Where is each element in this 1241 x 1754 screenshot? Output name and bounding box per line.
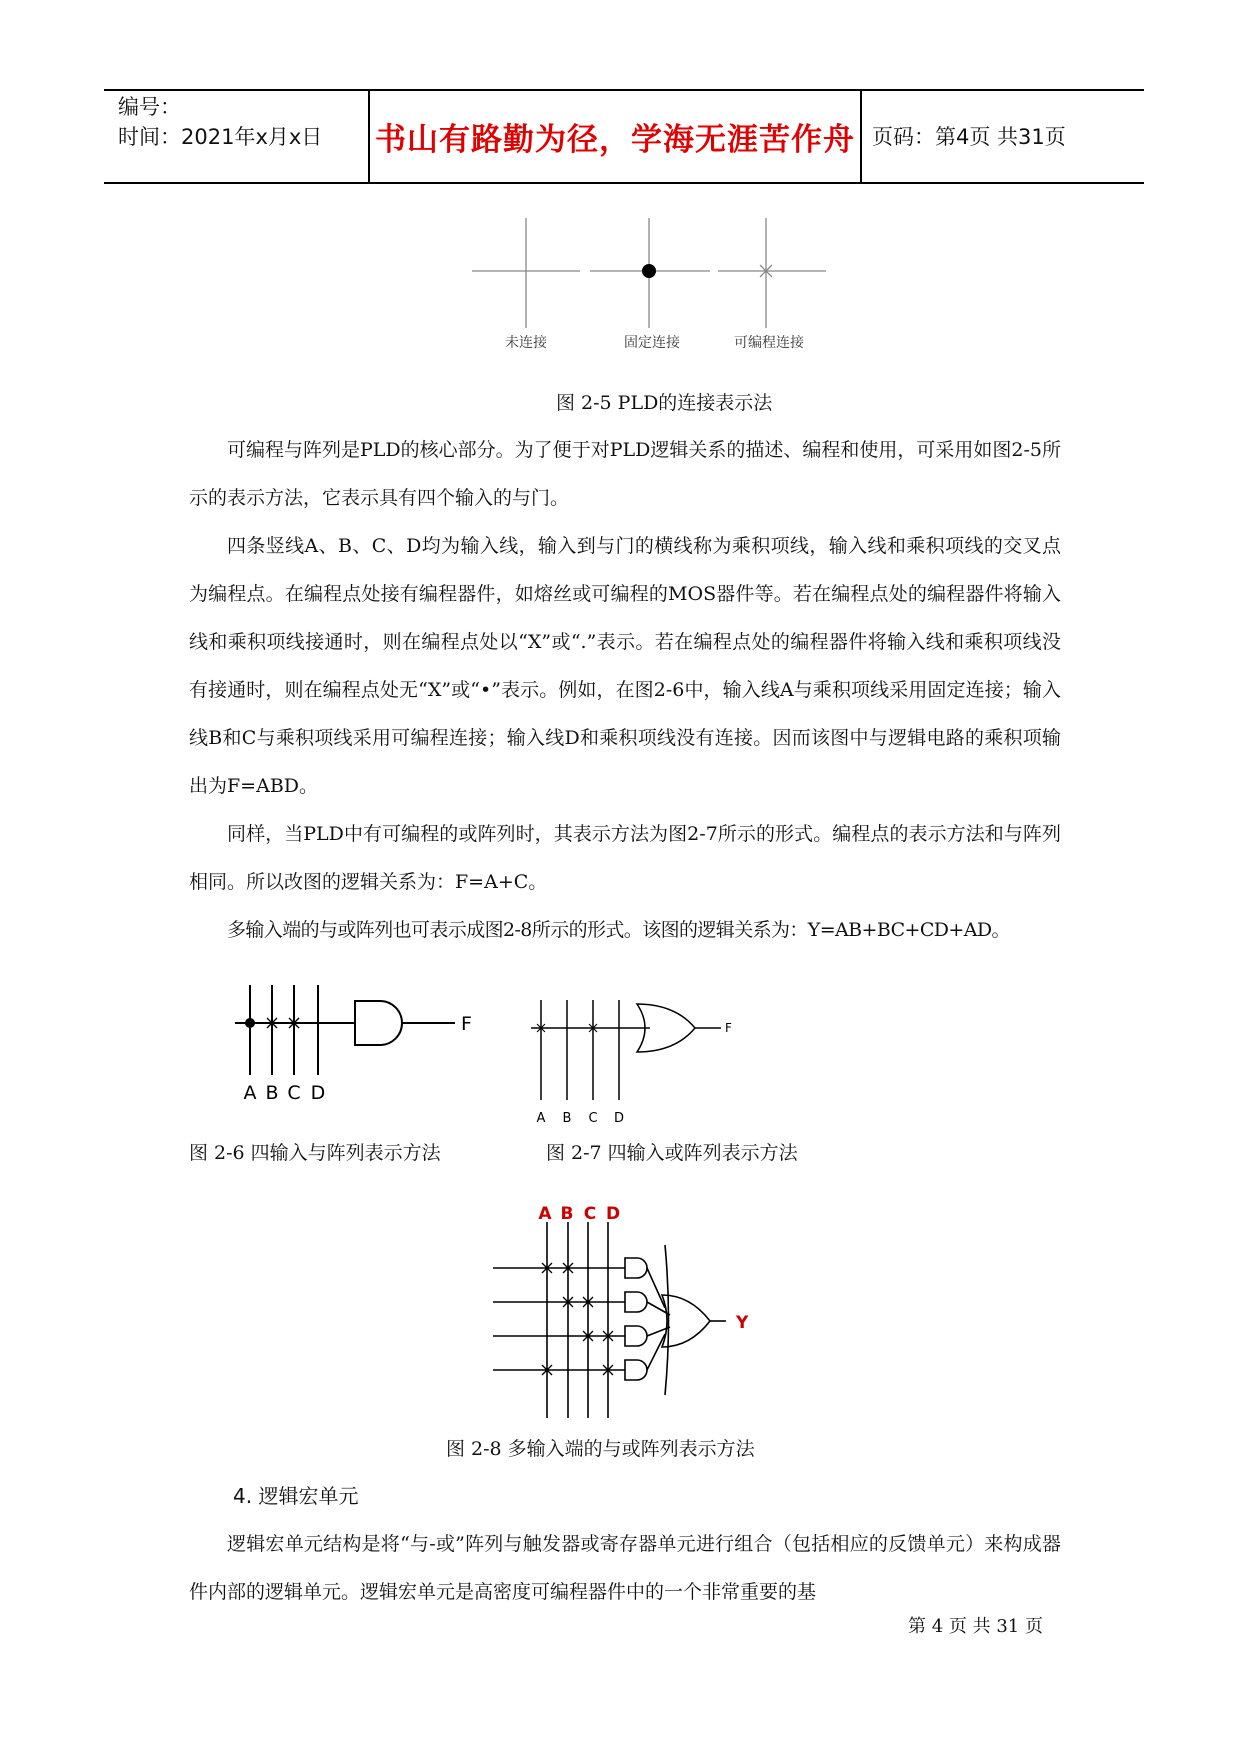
fig7-input-b: B bbox=[562, 1111, 572, 1126]
fig6-input-d: D bbox=[310, 1082, 326, 1104]
label-programmable-connection: 可编程连接 bbox=[734, 335, 804, 351]
figure-2-8-caption: 图 2-8 多输入端的与或阵列表示方法 bbox=[446, 1438, 755, 1460]
paragraph-5: 逻辑宏单元结构是将“与-或”阵列与触发器或寄存器单元进行组合（包括相应的反馈单元）来构成器件内部的逻辑单元。逻辑宏单元是高密度可编程器件中的一个非常重要的基 bbox=[189, 1533, 1061, 1603]
fig8-input-a: A bbox=[538, 1204, 552, 1224]
fig8-input-c: C bbox=[583, 1204, 597, 1224]
footer-page-number: 第 4 页 共 31 页 bbox=[908, 1616, 1043, 1637]
figure-2-6-diagram bbox=[225, 975, 495, 1110]
doc-number: 编号： bbox=[118, 95, 181, 119]
fig7-input-d: D bbox=[613, 1111, 625, 1126]
paragraph-1: 可编程与阵列是PLD的核心部分。为了便于对PLD逻辑关系的描述、编程和使用，可采用如图2-5所示的表示方法，它表示具有四个输入的与门。 bbox=[189, 439, 1061, 509]
fig6-output-f: F bbox=[461, 1013, 472, 1035]
header-divider-right bbox=[860, 89, 862, 184]
header-left bbox=[118, 92, 322, 152]
doc-date: 时间：2021年x月x日 bbox=[118, 125, 323, 149]
fig7-output-f: F bbox=[725, 1021, 732, 1035]
label-fixed-connection: 固定连接 bbox=[624, 335, 680, 351]
fig6-input-b: B bbox=[265, 1082, 279, 1104]
figure-2-5-caption: 图 2-5 PLD的连接表示法 bbox=[556, 392, 773, 414]
fig6-input-c: C bbox=[287, 1082, 301, 1104]
header-motto: 书山有路勤为径，学海无涯苦作舟 bbox=[375, 121, 855, 158]
figure-2-5-diagram bbox=[460, 210, 830, 360]
fig6-input-a: A bbox=[243, 1082, 257, 1104]
fig8-input-d: D bbox=[605, 1204, 621, 1224]
figure-2-7-caption: 图 2-7 四输入或阵列表示方法 bbox=[546, 1142, 798, 1164]
section-heading: 4. 逻辑宏单元 bbox=[233, 1484, 359, 1508]
paragraph-3: 同样，当PLD中有可编程的或阵列时，其表示方法为图2-7所示的形式。编程点的表示方法和与阵列相同。所以改图的逻辑关系为：F=A+C。 bbox=[189, 823, 1061, 893]
figure-2-7-diagram bbox=[525, 990, 755, 1130]
paragraph-2: 四条竖线A、B、C、D均为输入线，输入到与门的横线称为乘积项线，输入线和乘积项线的交叉点为编程点。在编程点处接有编程器件，如熔丝或可编程的MOS器件等。若在编程点处的编程器件将输入线和乘积项线接通时，则在编程点处以“X”或“.”表示。若在编程点处的编程器件将输入线和乘积项线没有接通时，则在编程点处无“X”或“•”表示。例如，在图2-6中，输入线A与乘积项线采用固定连接；输入线B和C与乘积项线采用可编程连接；输入线D和乘积项线没有连接。因而该图中与逻辑电路的乘积项输出为F=ABD。 bbox=[189, 535, 1061, 797]
figure-2-8-diagram bbox=[490, 1200, 780, 1425]
fig8-input-b: B bbox=[560, 1204, 574, 1224]
fixed-connection-dot bbox=[642, 264, 656, 278]
fig7-input-c: C bbox=[588, 1111, 598, 1126]
fig7-input-a: A bbox=[536, 1111, 546, 1126]
paragraph-4: 多输入端的与或阵列也可表示成图2-8所示的形式。该图的逻辑关系为：Y=AB+BC+CD+AD。 bbox=[227, 919, 1010, 941]
header-bottom-rule bbox=[104, 182, 1144, 184]
label-no-connection: 未连接 bbox=[505, 335, 547, 351]
header-page-number: 页码：第4页 共31页 bbox=[872, 125, 1066, 149]
fig8-output-y: Y bbox=[736, 1313, 749, 1333]
figure-2-6-caption: 图 2-6 四输入与阵列表示方法 bbox=[189, 1142, 441, 1164]
